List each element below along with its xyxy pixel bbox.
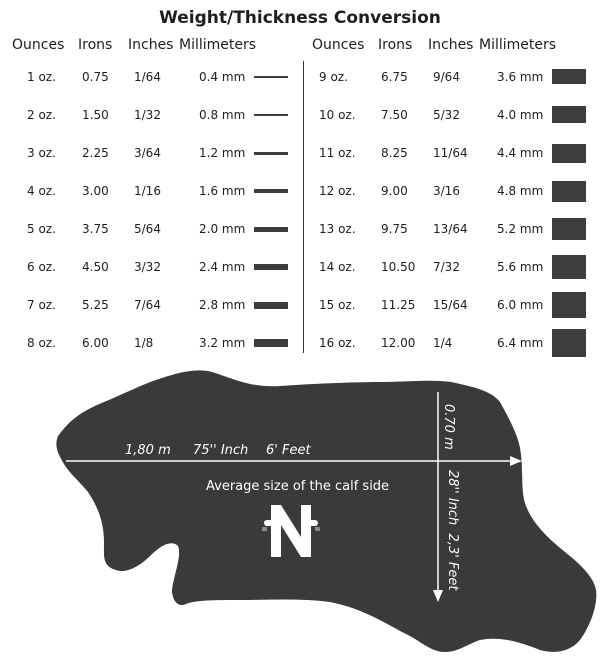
- left-row-7-inches: 7/64: [134, 298, 161, 312]
- header-millimeters-left: Millimeters: [179, 37, 257, 53]
- hide-caption: Average size of the calf side: [206, 479, 390, 494]
- left-row-4-inches: 1/16: [134, 184, 161, 198]
- right-row-7-oz: 15 oz.: [319, 298, 356, 312]
- right-row-3-irons: 8.25: [381, 146, 408, 160]
- left-row-1-oz: 1 oz.: [27, 70, 56, 84]
- right-row-8-oz: 16 oz.: [319, 336, 356, 350]
- right-row-6-irons: 10.50: [381, 260, 416, 274]
- header-ounces-right: Ounces: [312, 37, 365, 53]
- left-row-2-oz: 2 oz.: [27, 108, 56, 122]
- right-row-3-oz: 11 oz.: [319, 146, 356, 160]
- left-row-2-inches: 1/32: [134, 108, 161, 122]
- length-feet-label: 6' Feet: [266, 443, 311, 458]
- left-row-3-oz: 3 oz.: [27, 146, 56, 160]
- left-row-6-oz: 6 oz.: [27, 260, 56, 274]
- left-row-5-inches: 5/64: [134, 222, 161, 236]
- right-row-2-mm: 4.0 mm: [497, 108, 544, 122]
- header-inches-right: Inches: [428, 37, 474, 53]
- left-row-4-mm: 1.6 mm: [199, 184, 246, 198]
- logo-hand-right: [306, 520, 318, 526]
- header-irons-right: Irons: [378, 37, 413, 53]
- left-row-5-irons: 3.75: [82, 222, 109, 236]
- right-row-1-oz: 9 oz.: [319, 70, 348, 84]
- left-row-6-irons: 4.50: [82, 260, 109, 274]
- left-row-3-irons: 2.25: [82, 146, 109, 160]
- right-row-4-oz: 12 oz.: [319, 184, 356, 198]
- right-row-8-irons: 12.00: [381, 336, 416, 350]
- right-row-4-inches: 3/16: [433, 184, 460, 198]
- right-row-6-inches: 7/32: [433, 260, 460, 274]
- right-row-3-mm: 4.4 mm: [497, 146, 544, 160]
- left-row-7-irons: 5.25: [82, 298, 109, 312]
- right-row-6-mm: 5.6 mm: [497, 260, 544, 274]
- right-row-5-oz: 13 oz.: [319, 222, 356, 236]
- left-row-8-inches: 1/8: [134, 336, 154, 350]
- right-row-1-inches: 9/64: [433, 70, 460, 84]
- left-row-1-mm: 0.4 mm: [199, 70, 246, 84]
- left-row-7-mm: 2.8 mm: [199, 298, 246, 312]
- right-row-1-mm: 3.6 mm: [497, 70, 544, 84]
- left-row-3-inches: 3/64: [134, 146, 161, 160]
- right-row-6-oz: 14 oz.: [319, 260, 356, 274]
- hide-shape: [56, 370, 596, 652]
- right-row-8-mm: 6.4 mm: [497, 336, 544, 350]
- right-row-7-irons: 11.25: [381, 298, 416, 312]
- logo-hand-left: [264, 520, 276, 526]
- right-row-5-irons: 9.75: [381, 222, 408, 236]
- length-meters-label: 1,80 m: [125, 443, 171, 458]
- right-row-3-inches: 11/64: [433, 146, 468, 160]
- logo-cuff-right: [315, 527, 320, 531]
- right-row-2-irons: 7.50: [381, 108, 408, 122]
- left-row-6-inches: 3/32: [134, 260, 161, 274]
- right-row-2-inches: 5/32: [433, 108, 460, 122]
- right-row-8-inches: 1/4: [433, 336, 453, 350]
- right-row-1-irons: 6.75: [381, 70, 408, 84]
- right-row-4-mm: 4.8 mm: [497, 184, 544, 198]
- left-row-7-oz: 7 oz.: [27, 298, 56, 312]
- left-row-8-mm: 3.2 mm: [199, 336, 246, 350]
- width-meters-label: 0.70 m: [441, 404, 456, 450]
- logo-cuff-left: [262, 527, 267, 531]
- width-inches-feet-label: 28'' Inch 2,3' Feet: [445, 470, 460, 591]
- right-row-5-mm: 5.2 mm: [497, 222, 544, 236]
- left-row-1-inches: 1/64: [134, 70, 161, 84]
- right-row-5-inches: 13/64: [433, 222, 468, 236]
- right-row-7-inches: 15/64: [433, 298, 468, 312]
- right-row-2-oz: 10 oz.: [319, 108, 356, 122]
- left-row-6-mm: 2.4 mm: [199, 260, 246, 274]
- left-row-2-irons: 1.50: [82, 108, 109, 122]
- right-row-7-mm: 6.0 mm: [497, 298, 544, 312]
- left-row-1-irons: 0.75: [82, 70, 109, 84]
- page-title: Weight/Thickness Conversion: [159, 8, 441, 28]
- header-irons-left: Irons: [78, 37, 113, 53]
- left-row-4-irons: 3.00: [82, 184, 109, 198]
- left-row-8-oz: 8 oz.: [27, 336, 56, 350]
- left-row-3-mm: 1.2 mm: [199, 146, 246, 160]
- left-row-5-oz: 5 oz.: [27, 222, 56, 236]
- length-inches-label: 75'' Inch: [193, 443, 249, 458]
- header-millimeters-right: Millimeters: [479, 37, 557, 53]
- left-row-8-irons: 6.00: [82, 336, 109, 350]
- header-ounces-left: Ounces: [12, 37, 65, 53]
- header-inches-left: Inches: [128, 37, 174, 53]
- right-row-4-irons: 9.00: [381, 184, 408, 198]
- left-row-5-mm: 2.0 mm: [199, 222, 246, 236]
- left-row-4-oz: 4 oz.: [27, 184, 56, 198]
- left-row-2-mm: 0.8 mm: [199, 108, 246, 122]
